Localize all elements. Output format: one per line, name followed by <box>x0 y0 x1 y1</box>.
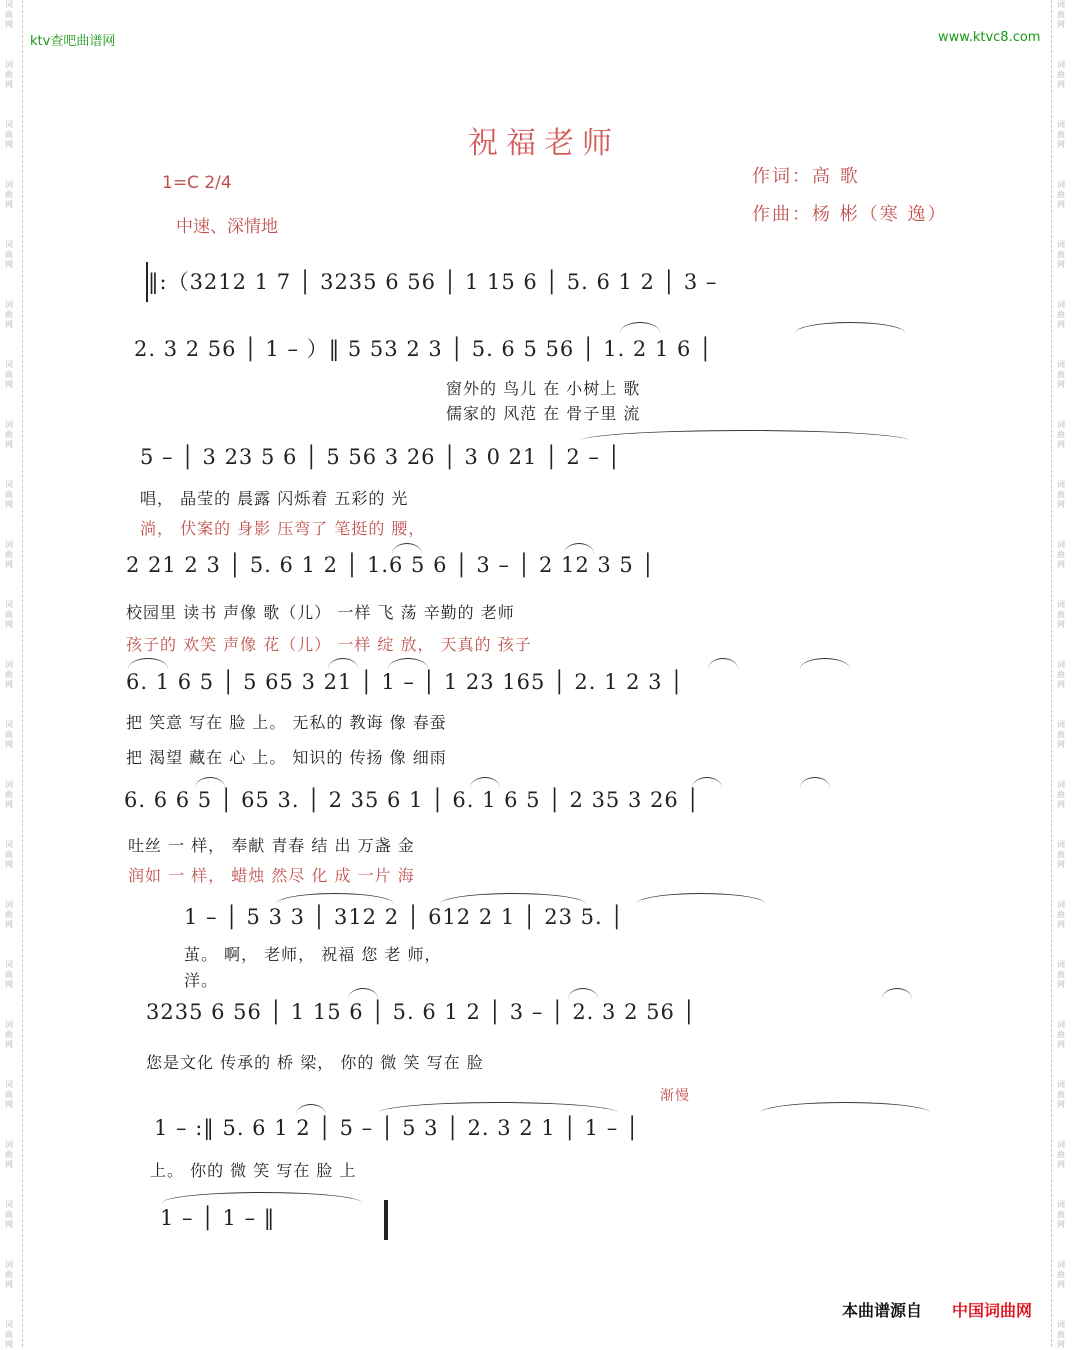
side-watermark-text: 词曲网 <box>1057 120 1065 149</box>
side-watermark-text: 词曲网 <box>1057 480 1065 509</box>
side-watermark-text: 词曲网 <box>1057 300 1065 329</box>
composer-credit: 作曲：杨 彬（寒 逸） <box>752 204 948 225</box>
footer-source-label: 本曲谱源自 <box>842 1301 923 1320</box>
key-time-signature: 1=C 2/4 <box>162 173 232 193</box>
score-row-8-notes: 3235 6 56 │ 1 15 6 │ 5. 6 1 2 │ 3 – │ 2. 3 2 56 │ <box>146 1000 697 1024</box>
side-watermark-text: 词曲网 <box>5 300 13 329</box>
score-row-5-lyric-verse-2: 把 渴望 藏在 心 上。 知识的 传扬 像 细雨 <box>126 748 447 767</box>
slur <box>128 658 168 669</box>
side-watermark-text: 词曲网 <box>5 1320 13 1349</box>
side-watermark-text: 词曲网 <box>5 840 13 869</box>
side-watermark-text: 词曲网 <box>5 420 13 449</box>
slur <box>568 988 598 999</box>
score-row-2-notes: 2. 3 2 56 │ 1 – ）‖ 5 53 2 3 │ 5. 6 5 56 │ 1. 2 1 6 │ <box>134 337 713 361</box>
side-watermark-text: 词曲网 <box>5 720 13 749</box>
side-watermark-text: 词曲网 <box>5 0 13 29</box>
side-watermark-text: 词曲网 <box>5 480 13 509</box>
slur <box>620 322 660 333</box>
side-watermark-text: 词曲网 <box>1057 0 1065 29</box>
side-watermark-text: 词曲网 <box>5 540 13 569</box>
right-watermark-strip <box>1051 0 1074 1347</box>
slur <box>296 1104 326 1115</box>
slur <box>470 777 500 788</box>
side-watermark-text: 词曲网 <box>5 780 13 809</box>
score-row-4-lyric-verse-1: 校园里 读书 声像 歌（儿） 一样 飞 荡 辛勤的 老师 <box>126 603 515 622</box>
side-watermark-text: 词曲网 <box>5 960 13 989</box>
score-row-5-lyric-verse-1: 把 笑意 写在 脸 上。 无私的 教诲 像 春蚕 <box>126 713 447 732</box>
side-watermark-text: 词曲网 <box>1057 180 1065 209</box>
side-watermark-text: 词曲网 <box>1057 240 1065 269</box>
slur <box>388 658 428 669</box>
repeat-start-barline <box>146 262 148 302</box>
score-row-2-lyric-verse-2: 儒家的 风范 在 骨子里 流 <box>446 404 641 423</box>
side-watermark-text: 词曲网 <box>5 660 13 689</box>
side-watermark-text: 词曲网 <box>1057 360 1065 389</box>
side-watermark-text: 词曲网 <box>5 1020 13 1049</box>
header-right-site[interactable]: www.ktvc8.com <box>938 30 1041 45</box>
side-watermark-text: 词曲网 <box>5 180 13 209</box>
score-row-3-notes: 5 – │ 3 23 5 6 │ 5 56 3 26 │ 3 0 21 │ 2 – │ <box>140 445 622 469</box>
footer-source-site[interactable]: 中国词曲网 <box>952 1301 1033 1320</box>
side-watermark-text: 词曲网 <box>1057 840 1065 869</box>
side-watermark-text: 词曲网 <box>5 1260 13 1289</box>
score-row-6-lyric-verse-2: 润如 一 样， 蜡烛 然尽 化 成 一片 海 <box>128 866 415 885</box>
slur <box>348 988 378 999</box>
side-watermark-text: 词曲网 <box>5 120 13 149</box>
slur <box>195 777 225 788</box>
slur <box>276 893 394 904</box>
tie <box>760 1102 930 1113</box>
tempo-marking: 中速、深情地 <box>176 217 278 237</box>
slur <box>800 777 830 788</box>
side-watermark-text: 词曲网 <box>1057 1080 1065 1109</box>
side-watermark-text: 词曲网 <box>1057 600 1065 629</box>
side-watermark-text: 词曲网 <box>1057 1140 1065 1169</box>
side-watermark-text: 词曲网 <box>1057 660 1065 689</box>
slur <box>795 322 905 333</box>
score-row-3-lyric-verse-1: 唱， 晶莹的 晨露 闪烁着 五彩的 光 <box>140 489 409 508</box>
side-watermark-text: 词曲网 <box>5 360 13 389</box>
score-row-5-notes: 6. 1 6 5 │ 5 65 3 21 │ 1 – │ 1 23 165 │ 2. 1 2 3 │ <box>126 670 684 694</box>
side-watermark-text: 词曲网 <box>1057 1200 1065 1229</box>
score-row-8-lyric: 您是文化 传承的 桥 梁， 你的 微 笑 写在 脸 <box>146 1053 484 1072</box>
side-watermark-text: 词曲网 <box>5 1200 13 1229</box>
side-watermark-text: 词曲网 <box>1057 1320 1065 1349</box>
side-watermark-text: 词曲网 <box>5 900 13 929</box>
score-row-3-lyric-verse-2: 淌， 伏案的 身影 压弯了 笔挺的 腰， <box>140 519 426 538</box>
side-watermark-text: 词曲网 <box>1057 780 1065 809</box>
score-row-7-lyric-verse-1: 茧。 啊， 老师， 祝福 您 老 师， <box>184 945 442 964</box>
tie <box>162 1192 362 1203</box>
side-watermark-text: 词曲网 <box>5 1080 13 1109</box>
score-row-7-notes: 1 – │ 5 3 3 │ 312 2 │ 612 2 1 │ 23 5. │ <box>184 905 624 929</box>
ritardando-marking: 渐慢 <box>660 1088 690 1104</box>
side-watermark-text: 词曲网 <box>1057 1260 1065 1289</box>
slur <box>692 777 722 788</box>
lyricist-credit: 作词：高 歌 <box>752 166 860 187</box>
slur <box>440 893 586 904</box>
side-watermark-text: 词曲网 <box>1057 1020 1065 1049</box>
side-watermark-text: 词曲网 <box>1057 60 1065 89</box>
left-watermark-strip <box>0 0 23 1347</box>
side-watermark-text: 词曲网 <box>5 60 13 89</box>
score-row-9-lyric: 上。 你的 微 笑 写在 脸 上 <box>150 1161 357 1180</box>
score-row-2-lyric-verse-1: 窗外的 鸟儿 在 小树上 歌 <box>446 379 641 398</box>
slur <box>392 543 422 554</box>
score-row-1-notes: ‖:（3212 1 7 │ 3235 6 56 │ 1 15 6 │ 5. 6 1 2 │ 3 – <box>148 270 718 294</box>
score-row-4-lyric-verse-2: 孩子的 欢笑 声像 花（儿） 一样 绽 放， 天真的 孩子 <box>126 635 532 654</box>
side-watermark-text: 词曲网 <box>1057 960 1065 989</box>
header-left-site[interactable]: ktv查吧曲谱网 <box>30 34 116 49</box>
slur <box>800 658 850 669</box>
slur <box>564 543 594 554</box>
side-watermark-text: 词曲网 <box>1057 900 1065 929</box>
score-row-10-notes: 1 – │ 1 – ‖ <box>160 1206 276 1230</box>
score-row-4-notes: 2 21 2 3 │ 5. 6 1 2 │ 1.6 5 6 │ 3 – │ 2 12 3 5 │ <box>126 553 656 577</box>
tie <box>378 1102 618 1113</box>
slur <box>636 893 766 904</box>
side-watermark-text: 词曲网 <box>1057 720 1065 749</box>
side-watermark-text: 词曲网 <box>1057 540 1065 569</box>
side-watermark-text: 词曲网 <box>1057 420 1065 449</box>
slur <box>328 658 358 669</box>
final-barline <box>384 1200 388 1240</box>
score-row-6-notes: 6. 6 6 5 │ 65 3. │ 2 35 6 1 │ 6. 1 6 5 │ 2 35 3 26 │ <box>124 788 701 812</box>
side-watermark-text: 词曲网 <box>5 1140 13 1169</box>
slur <box>882 988 912 999</box>
slur <box>708 658 738 669</box>
side-watermark-text: 词曲网 <box>5 600 13 629</box>
tie <box>580 430 910 441</box>
side-watermark-text: 词曲网 <box>5 240 13 269</box>
score-row-9-notes: 1 – :‖ 5. 6 1 2 │ 5 – │ 5 3 │ 2. 3 2 1 │ 1 – │ <box>154 1116 640 1140</box>
song-title: 祝福老师 <box>468 126 620 161</box>
score-row-7-lyric-verse-2: 洋。 <box>184 971 219 990</box>
score-row-6-lyric-verse-1: 吐丝 一 样， 奉献 青春 结 出 万盏 金 <box>128 836 415 855</box>
